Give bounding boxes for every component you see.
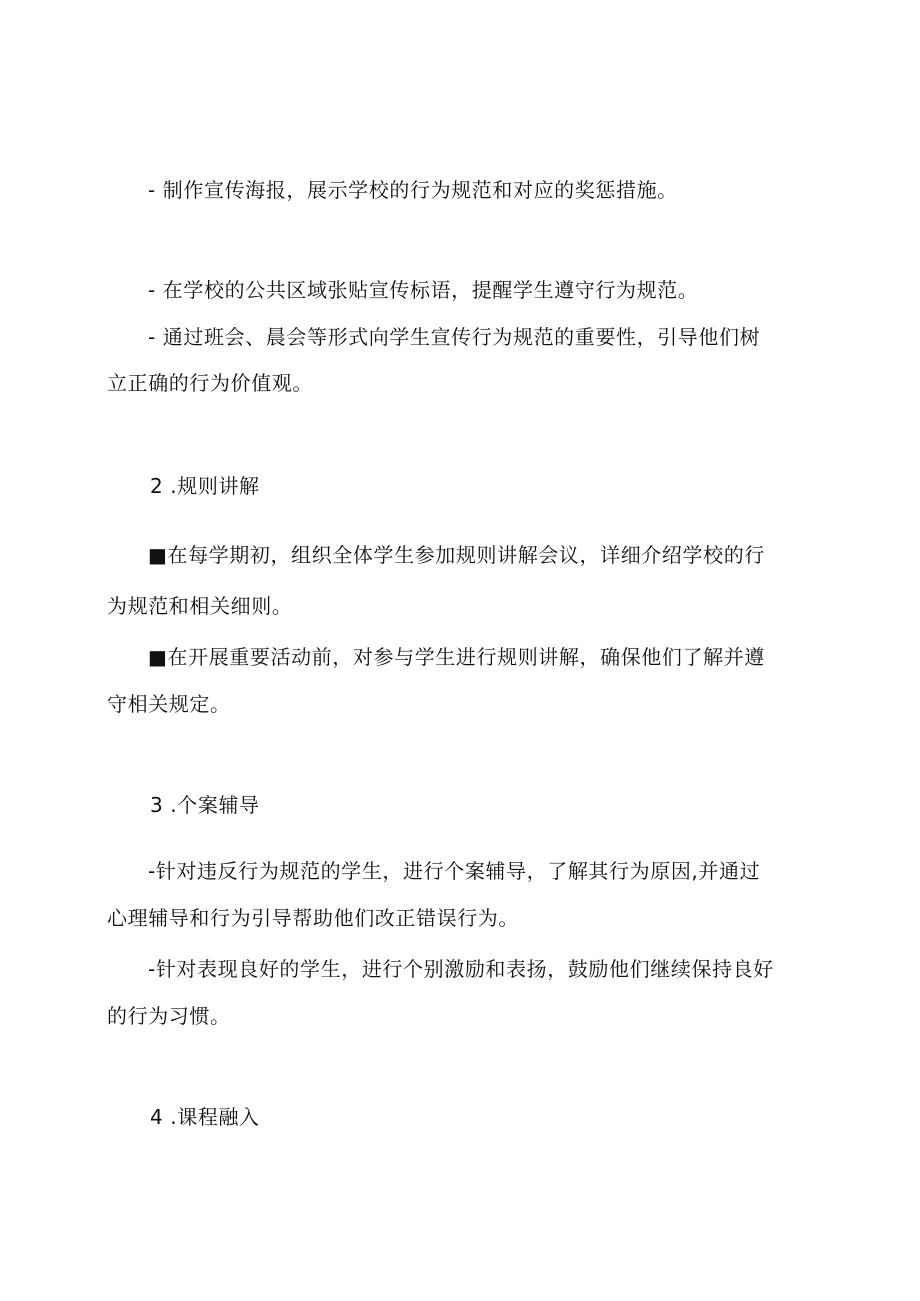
section-heading-rules: 2 .规则讲解	[150, 474, 260, 498]
bullet-activity-line2: 守相关规定。	[107, 692, 231, 716]
bullet-activity-line1: ■在开展重要活动前，对参与学生进行规则讲解，确保他们了解并遵	[148, 645, 765, 669]
bullet-slogan: - 在学校的公共区域张贴宣传标语，提醒学生遵守行为规范。	[148, 278, 699, 302]
bullet-good-behavior-line1: -针对表现良好的学生，进行个别激励和表扬，鼓励他们继续保持良好	[148, 957, 774, 981]
section-heading-curriculum: 4 .课程融入	[150, 1105, 260, 1129]
bullet-good-behavior-line2: 的行为习惯。	[107, 1004, 231, 1028]
bullet-class-meeting-line1: - 通过班会、晨会等形式向学生宣传行为规范的重要性，引导他们树	[148, 325, 761, 349]
bullet-violation-line2: 心理辅导和行为引导帮助他们改正错误行为。	[107, 906, 519, 930]
bullet-class-meeting-line2: 立正确的行为价值观。	[107, 371, 313, 395]
bullet-semester-meeting-line2: 为规范和相关细则。	[107, 594, 293, 618]
bullet-poster: - 制作宣传海报，展示学校的行为规范和对应的奖惩措施。	[148, 178, 678, 202]
bullet-semester-meeting-line1: ■在每学期初，组织全体学生参加规则讲解会议，详细介绍学校的行	[148, 543, 765, 567]
section-heading-case: 3 .个案辅导	[150, 793, 260, 817]
bullet-violation-line1: -针对违反行为规范的学生，进行个案辅导，了解其行为原因,并通过	[148, 859, 761, 883]
